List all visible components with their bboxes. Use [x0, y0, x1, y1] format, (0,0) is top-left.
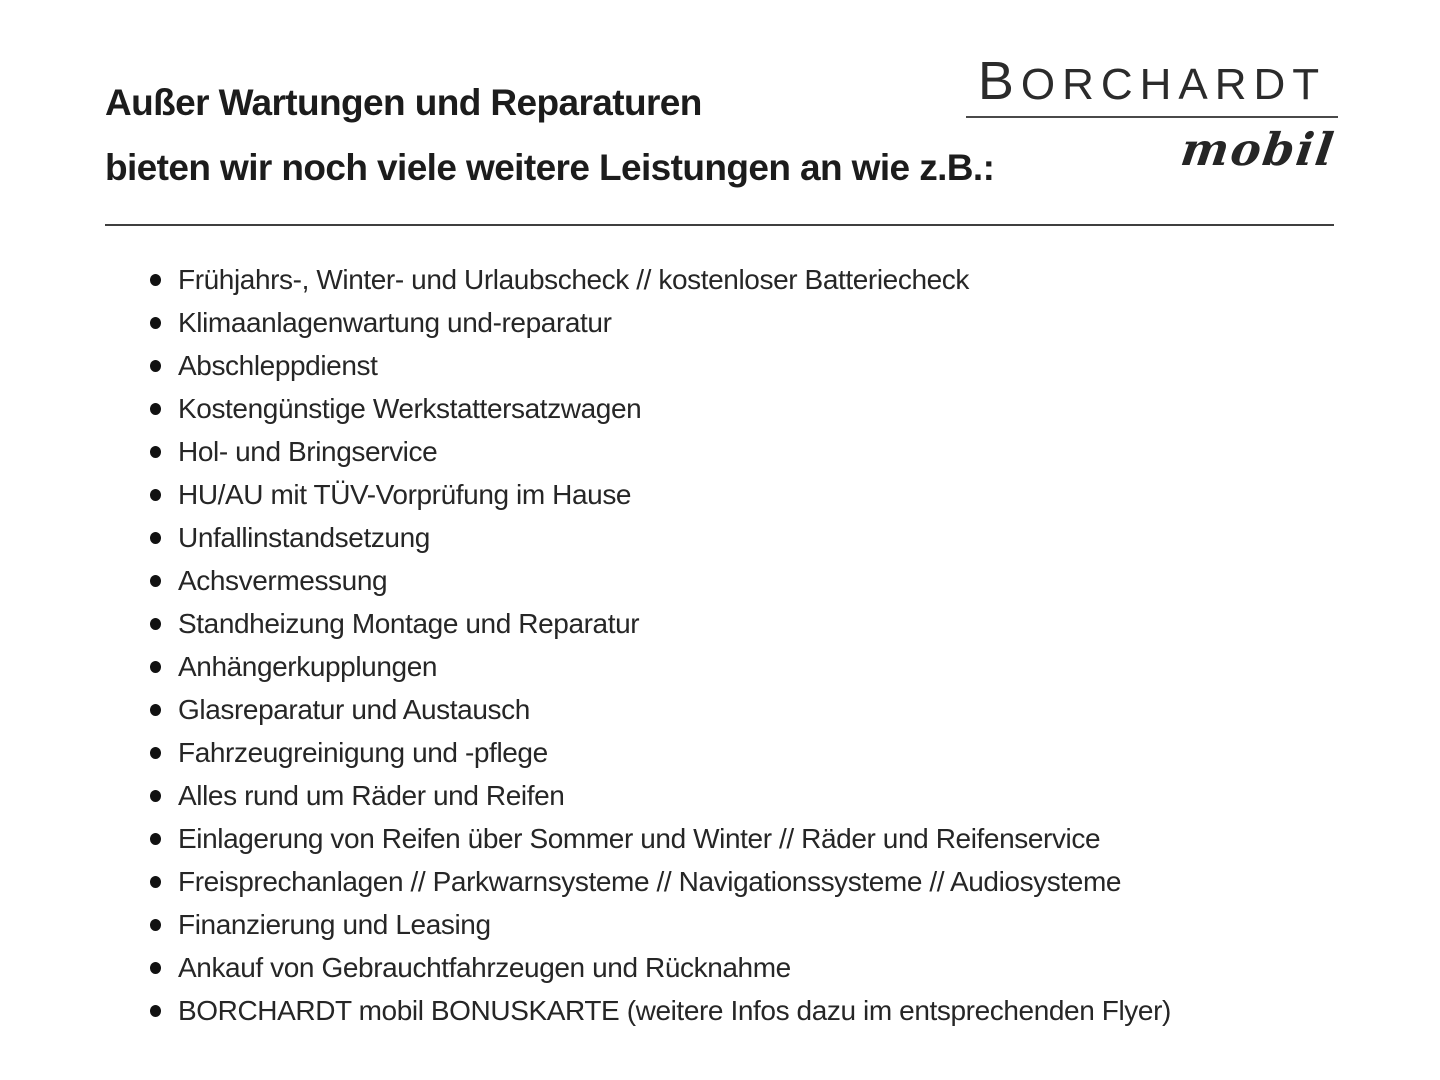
- bullet-icon: [150, 360, 161, 372]
- bullet-icon: [150, 575, 161, 587]
- bullet-icon: [150, 403, 161, 415]
- bullet-icon: [150, 962, 161, 974]
- service-label: Einlagerung von Reifen über Sommer und Winter // Räder und Reifenservice: [178, 822, 1101, 854]
- bullet-icon: [150, 532, 161, 544]
- service-label: Abschleppdienst: [178, 349, 378, 381]
- service-label: Fahrzeugreinigung und -pflege: [178, 736, 548, 768]
- service-list-item: [150, 946, 1171, 989]
- service-label: HU/AU mit TÜV-Vorprüfung im Hause: [178, 478, 632, 510]
- bullet-icon: [150, 833, 161, 845]
- service-label: Frühjahrs-, Winter- und Urlaubscheck // kostenloser Batteriecheck: [178, 263, 969, 295]
- bullet-icon: [150, 274, 161, 286]
- service-label: Unfallinstandsetzung: [178, 521, 430, 553]
- service-label: Standheizung Montage und Reparatur: [178, 607, 640, 639]
- bullet-icon: [150, 876, 161, 888]
- service-list-item: [150, 903, 1171, 946]
- service-list-item: [150, 430, 1171, 473]
- service-list-item: [150, 559, 1171, 602]
- service-label: Achsvermessung: [178, 564, 388, 596]
- service-label: Klimaanlagenwartung und-reparatur: [178, 306, 612, 338]
- service-list-item: [150, 344, 1171, 387]
- bullet-icon: [150, 790, 161, 802]
- heading-line-1: Außer Wartungen und Reparaturen: [105, 82, 702, 123]
- bullet-icon: [150, 704, 161, 716]
- page-heading: [105, 70, 994, 200]
- service-label: Alles rund um Räder und Reifen: [178, 779, 565, 811]
- bullet-icon: [150, 618, 161, 630]
- section-divider: [105, 224, 1334, 226]
- service-list-item: [150, 645, 1171, 688]
- service-list-item: [150, 774, 1171, 817]
- service-list-item: [150, 301, 1171, 344]
- service-label: Finanzierung und Leasing: [178, 908, 491, 940]
- service-label: Hol- und Bringservice: [178, 435, 438, 467]
- service-list-item: [150, 731, 1171, 774]
- service-list-item: [150, 602, 1171, 645]
- bullet-icon: [150, 1005, 161, 1017]
- service-list-item: [150, 860, 1171, 903]
- service-list-item: [150, 473, 1171, 516]
- logo-underline: [966, 116, 1338, 118]
- service-label: Ankauf von Gebrauchtfahrzeugen und Rücknahme: [178, 951, 791, 983]
- bullet-icon: [150, 317, 161, 329]
- services-list: [150, 258, 1171, 1032]
- service-list-item: [150, 688, 1171, 731]
- service-label: Freisprechanlagen // Parkwarnsysteme // Navigationssysteme // Audiosysteme: [178, 865, 1122, 897]
- logo-tagline-script: mobil: [1177, 123, 1339, 176]
- bullet-icon: [150, 919, 161, 931]
- service-list-item: [150, 387, 1171, 430]
- heading-line-2: bieten wir noch viele weitere Leistungen an wie z.B.:: [105, 147, 995, 188]
- service-label: Kostengünstige Werkstattersatzwagen: [178, 392, 642, 424]
- bullet-icon: [150, 446, 161, 458]
- borchardt-logo: [963, 52, 1341, 176]
- service-label: BORCHARDT mobil BONUSKARTE (weitere Infos dazu im entsprechenden Flyer): [178, 994, 1171, 1026]
- bullet-icon: [150, 661, 161, 673]
- bullet-icon: [150, 489, 161, 501]
- service-list-item: [150, 817, 1171, 860]
- service-list-item: [150, 258, 1171, 301]
- service-label: Anhängerkupplungen: [178, 650, 438, 682]
- service-list-item: [150, 989, 1171, 1032]
- bullet-icon: [150, 747, 161, 759]
- service-label: Glasreparatur und Austausch: [178, 693, 530, 725]
- service-list-item: [150, 516, 1171, 559]
- logo-brand-text: BORCHARDT: [977, 51, 1327, 111]
